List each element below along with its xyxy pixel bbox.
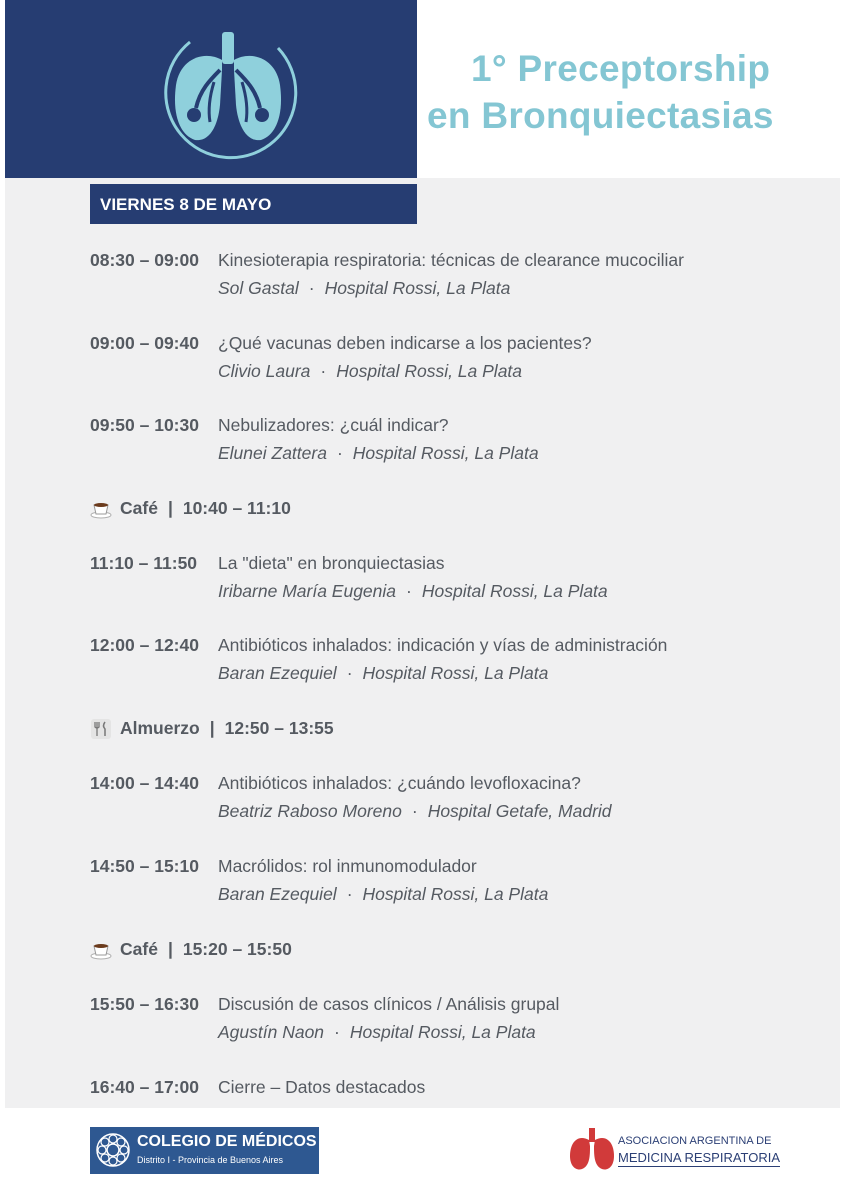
session-speaker-line bbox=[218, 801, 612, 822]
separator-dot: · bbox=[346, 884, 353, 904]
separator-dot: · bbox=[411, 801, 418, 821]
session-time: 14:00 – 14:40 bbox=[90, 773, 199, 793]
aamr-line1: ASOCIACION ARGENTINA DE bbox=[618, 1135, 772, 1147]
coffee-cup-icon bbox=[90, 499, 112, 519]
separator-dot: · bbox=[334, 1022, 340, 1042]
session-speaker: Agustín Naon bbox=[218, 1022, 325, 1042]
break-time: 12:50 – 13:55 bbox=[224, 718, 334, 738]
page-title-line2: en Bronquiectasias bbox=[427, 95, 774, 136]
session-place: Hospital Rossi, La Plata bbox=[362, 884, 549, 904]
session-title: Antibióticos inhalados: ¿cuándo levofloxacina? bbox=[218, 773, 581, 793]
day-label: VIERNES 8 DE MAYO bbox=[100, 195, 272, 214]
session-speaker-line bbox=[218, 581, 608, 602]
break-separator: | bbox=[167, 498, 173, 518]
session-title: Macrólidos: rol inmunomodulador bbox=[218, 856, 477, 876]
coffee-cup-icon bbox=[90, 940, 112, 960]
session-place: Hospital Rossi, La Plata bbox=[336, 361, 523, 381]
session-speaker: Iribarne María Eugenia bbox=[218, 581, 397, 601]
session-time: 16:40 – 17:00 bbox=[90, 1077, 199, 1097]
colegio-emblem-icon bbox=[94, 1131, 132, 1169]
session-title: Cierre – Datos destacados bbox=[218, 1077, 426, 1097]
session-speaker: Clivio Laura bbox=[218, 361, 311, 381]
session-speaker-line bbox=[218, 663, 548, 684]
aamr-line2: MEDICINA RESPIRATORIA bbox=[618, 1150, 781, 1165]
session-speaker: Sol Gastal bbox=[218, 278, 299, 298]
session-speaker-line bbox=[218, 443, 539, 464]
separator-dot: · bbox=[406, 581, 412, 601]
session-time: 09:00 – 09:40 bbox=[90, 333, 199, 353]
page-title-line1: 1° Preceptorship bbox=[471, 48, 771, 89]
break-label: Almuerzo bbox=[120, 718, 200, 738]
session-time: 14:50 – 15:10 bbox=[90, 856, 199, 876]
session-title: ¿Qué vacunas deben indicarse a los pacientes? bbox=[218, 333, 592, 353]
break-time: 10:40 – 11:10 bbox=[182, 498, 291, 518]
break-label: Café bbox=[120, 939, 158, 959]
session-speaker: Baran Ezequiel bbox=[218, 663, 337, 683]
session-place: Hospital Rossi, La Plata bbox=[421, 581, 608, 601]
session-title: Nebulizadores: ¿cuál indicar? bbox=[218, 415, 449, 435]
session-time: 12:00 – 12:40 bbox=[90, 635, 199, 655]
session-title: Kinesioterapia respiratoria: técnicas de clearance mucociliar bbox=[218, 250, 684, 270]
break-row-coffee bbox=[90, 498, 291, 519]
break-time: 15:20 – 15:50 bbox=[182, 939, 292, 959]
session-speaker-line bbox=[218, 1022, 536, 1043]
session-title: Discusión de casos clínicos / Análisis grupal bbox=[218, 994, 560, 1014]
session-time: 15:50 – 16:30 bbox=[90, 994, 199, 1014]
session-title: La "dieta" en bronquiectasias bbox=[218, 553, 445, 573]
lungs-logo-icon bbox=[150, 30, 305, 165]
session-time: 11:10 – 11:50 bbox=[90, 553, 198, 573]
separator-dot: · bbox=[336, 443, 343, 463]
colegio-title: COLEGIO DE MÉDICOS bbox=[137, 1133, 317, 1150]
session-speaker: Elunei Zattera bbox=[218, 443, 327, 463]
fork-knife-icon bbox=[90, 719, 112, 739]
session-speaker: Beatriz Raboso Moreno bbox=[218, 801, 402, 821]
session-place: Hospital Rossi, La Plata bbox=[352, 443, 539, 463]
break-separator: | bbox=[209, 718, 215, 738]
session-time: 08:30 – 09:00 bbox=[90, 250, 199, 270]
session-place: Hospital Rossi, La Plata bbox=[324, 278, 511, 298]
separator-dot: · bbox=[346, 663, 353, 683]
break-row-coffee bbox=[90, 939, 292, 960]
session-time: 09:50 – 10:30 bbox=[90, 415, 199, 435]
session-place: Hospital Getafe, Madrid bbox=[427, 801, 612, 821]
separator-dot: · bbox=[308, 278, 315, 298]
session-speaker-line bbox=[218, 884, 548, 905]
session-speaker-line bbox=[218, 361, 522, 382]
session-place: Hospital Rossi, La Plata bbox=[349, 1022, 536, 1042]
aamr-lungs-icon bbox=[568, 1128, 616, 1172]
session-speaker-line bbox=[218, 278, 510, 299]
break-label: Café bbox=[120, 498, 158, 518]
break-row-lunch bbox=[90, 718, 334, 739]
session-speaker: Baran Ezequiel bbox=[218, 884, 337, 904]
colegio-subtitle: Distrito I - Provincia de Buenos Aires bbox=[137, 1155, 284, 1165]
separator-dot: · bbox=[320, 361, 327, 381]
session-title: Antibióticos inhalados: indicación y vías de administración bbox=[218, 635, 668, 655]
session-place: Hospital Rossi, La Plata bbox=[362, 663, 549, 683]
break-separator: | bbox=[167, 939, 173, 959]
